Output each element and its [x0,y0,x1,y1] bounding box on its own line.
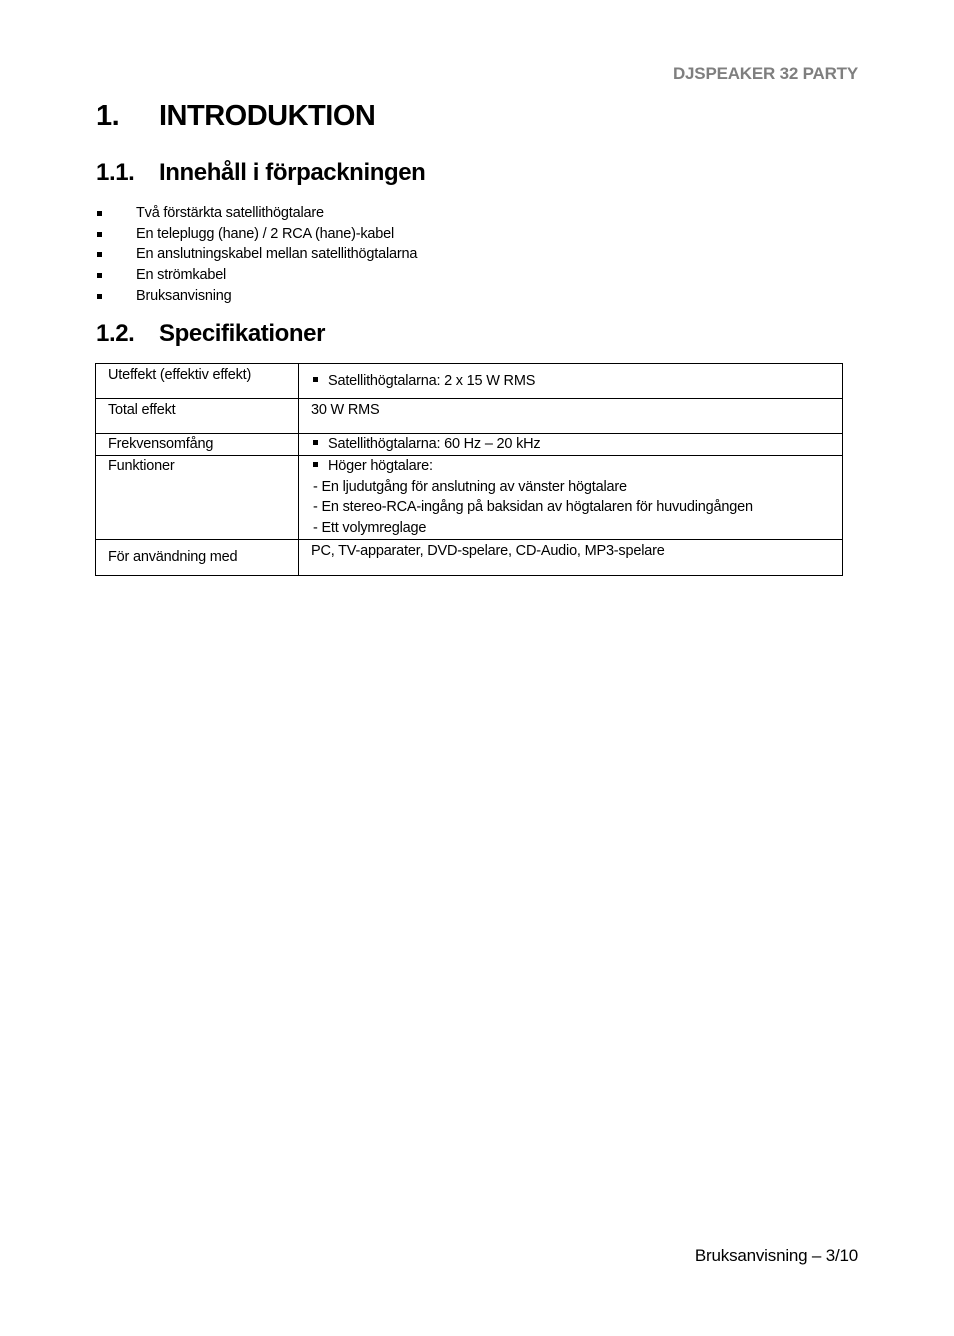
table-row [96,456,843,540]
bullet-square-icon [96,244,136,265]
spec-label: Frekvensomfång [96,434,299,456]
subsection-heading-contents [96,159,425,187]
table-row [96,540,843,576]
bullet-square-icon [96,286,136,307]
page-footer: Bruksanvisning – 3/10 [694,1246,858,1265]
section-heading-introduktion [96,100,375,133]
document-header-product: DJSPEAKER 32 PARTY [672,64,858,83]
bullet-square-icon [313,440,318,445]
list-item: En strömkabel [96,265,417,286]
section-number: 1. [96,100,120,132]
table-row [96,364,843,399]
subsection-heading-specifications [96,320,325,348]
subsection-number: 1.2. [96,320,135,347]
section-title: INTRODUKTION [159,100,376,132]
list-item: En teleplugg (hane) / 2 RCA (hane)-kabel [96,224,417,245]
list-item: En anslutningskabel mellan satellithögtalarna [96,244,417,265]
spec-value: PC, TV-apparater, DVD-spelare, CD-Audio, MP3-spelare [299,540,843,576]
subsection-number: 1.1. [96,159,135,186]
spec-label: Funktioner [96,456,299,540]
spec-value: Satellithögtalarna: 60 Hz – 20 kHz [299,434,843,456]
bullet-square-icon [313,462,318,467]
package-contents-list [96,203,417,306]
spec-value: 30 W RMS [299,399,843,434]
list-item: Bruksanvisning [96,286,417,307]
spec-label: Total effekt [96,399,299,434]
bullet-square-icon [96,265,136,286]
list-item: Två förstärkta satellithögtalare [96,203,417,224]
bullet-square-icon [96,203,136,224]
table-row [96,434,843,456]
bullet-square-icon [313,377,318,382]
spec-label: Uteffekt (effektiv effekt) [96,364,299,399]
spec-value: Satellithögtalarna: 2 x 15 W RMS [299,364,843,399]
spec-value: Höger högtalare: - En ljudutgång för anslutning av vänster högtalare - En stereo-RCA-ingång på baksidan av högtalaren för huvudingången - Ett volymreglage [299,456,843,540]
specifications-table [95,363,843,576]
table-row [96,399,843,434]
subsection-title: Innehåll i förpackningen [159,159,426,186]
subsection-title: Specifikationer [159,320,326,347]
spec-label: För användning med [96,540,299,576]
bullet-square-icon [96,224,136,245]
